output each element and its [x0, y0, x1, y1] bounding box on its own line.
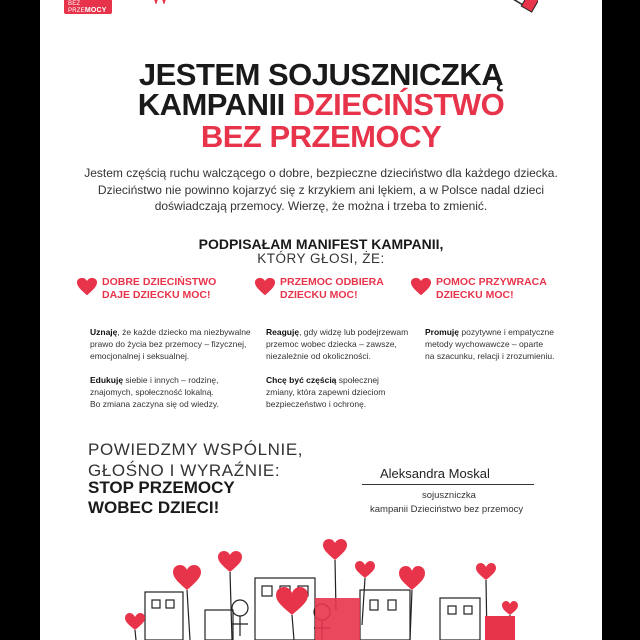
closing-line-2: GŁOŚNO I WYRAŹNIE: [88, 461, 281, 480]
title-kampanii: KAMPANII [137, 87, 293, 122]
column-heading-3: POMOC PRZYWRACA DZIECKU MOC! [410, 276, 547, 301]
title-line-1: JESTEM SOJUSZNICZKĄ [138, 57, 504, 92]
top-heart-decoration-icon [152, 0, 172, 4]
signer-campaign: kampanii Dzieciństwo bez przemocy [370, 504, 524, 515]
manifest-subheading: KTÓRY GŁOSI, ŻE: [257, 251, 385, 266]
certificate-page [40, 0, 602, 640]
title-line-2 [40, 88, 602, 121]
signer-name: Aleksandra Moskal [380, 466, 490, 481]
heart-icon [76, 276, 98, 298]
manifest-heading: PODPISAŁAM MANIFEST KAMPANII, [198, 236, 444, 252]
column-1-paragraph-2: Edukuję siebie i innych – rodzinę, znajomych, społeczność lokalną. Bo zmiana zaczyna się od wiedzy. [90, 375, 219, 409]
logo-text: BEZ PRZEMOCY [68, 1, 107, 14]
column-heading-2: PRZEMOC ODBIERA DZIECKU MOC! [254, 276, 384, 301]
signature-line [362, 484, 534, 485]
city-hearts-illustration [40, 530, 602, 640]
campaign-logo [64, 0, 112, 14]
heart-icon [254, 276, 276, 298]
closing-line-1: POWIEDZMY WSPÓLNIE, [88, 440, 304, 459]
column-2-paragraph-1: Reaguję, gdy widzę lub podejrzewam przemoc wobec dziecka – zawsze, niezależnie od okoliczności. [266, 327, 409, 361]
title-dziecinstwo: DZIECIŃSTWO [292, 87, 505, 122]
signer-role: sojuszniczka [422, 490, 476, 501]
stop-line-1: STOP PRZEMOCY [88, 478, 235, 497]
flag-decoration-icon [504, 0, 538, 18]
heart-icon [410, 276, 432, 298]
column-heading-1: DOBRE DZIECIŃSTWO DAJE DZIECKU MOC! [76, 276, 216, 301]
title-line-3: BEZ PRZEMOCY [200, 119, 442, 154]
column-3-paragraph-1: Promuję pozytywne i empatyczne metody wychowawcze – oparte na szacunku, relacji i zrozumieniu. [425, 327, 555, 361]
column-1-paragraph-1: Uznaję, że każde dziecko ma niezbywalne prawo do życia bez przemocy – fizycznej, emocjonalnej i seksualnej. [90, 327, 251, 361]
column-2-paragraph-2: Chcę być częścią społecznej zmiany, która zapewni dzieciom bezpieczeństwo i ochronę. [266, 375, 386, 409]
stop-line-2: WOBEC DZIECI! [88, 498, 220, 517]
intro-paragraph: Jestem częścią ruchu walczącego o dobre, bezpieczne dzieciństwo dla każdego dziecka. Dzieciństwo nie powinno kojarzyć się z krzykiem ani lękiem, a w Polsce nadal dzieci doświadczają przemocy. Wierzę, że można i trzeba to zmienić. [84, 166, 558, 213]
